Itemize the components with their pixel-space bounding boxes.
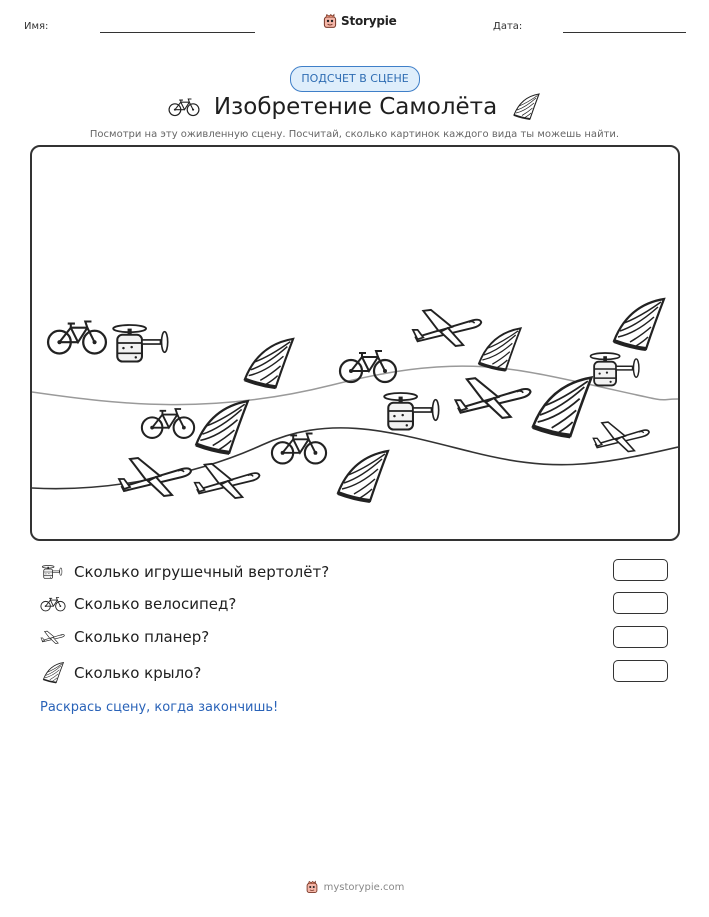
scene-glider-icon — [593, 422, 649, 451]
question-text: Сколько крыло? — [74, 664, 202, 682]
scene-wing-icon — [479, 328, 521, 370]
scene-bicycle-icon — [142, 409, 194, 438]
question-text: Сколько велосипед? — [74, 595, 237, 613]
scene-drawing — [32, 147, 678, 539]
scene-wing-icon — [245, 339, 293, 387]
question-row — [40, 628, 209, 646]
wing-icon — [40, 661, 66, 685]
page-title: Изобретение Самолёта — [213, 94, 498, 120]
date-line[interactable] — [563, 32, 686, 33]
scene-glider-icon — [119, 458, 191, 496]
question-row — [40, 661, 201, 685]
date-label: Дата: — [493, 21, 523, 32]
title-row — [0, 92, 709, 122]
answer-box-bicycle[interactable] — [613, 592, 668, 614]
scene-toy-helicopter-icon — [113, 325, 168, 362]
question-row — [40, 595, 236, 613]
scene-glider-icon — [413, 310, 481, 346]
scene-wing-icon — [338, 451, 388, 501]
question-text: Сколько планер? — [74, 628, 210, 646]
scene-bicycle-icon — [48, 322, 106, 354]
scene-wing-icon — [614, 299, 664, 349]
toy-helicopter-icon — [40, 561, 66, 583]
answer-box-helicopter[interactable] — [613, 559, 668, 581]
scene-toy-helicopter-icon — [384, 393, 439, 430]
scene-area[interactable] — [30, 145, 680, 541]
brand-name: Storypie — [341, 14, 397, 28]
question-text: Сколько игрушечный вертолёт? — [74, 563, 330, 581]
question-row — [40, 561, 329, 583]
scene-glider-icon — [455, 378, 530, 418]
storypie-logo-icon — [305, 880, 319, 894]
answer-box-wing[interactable] — [613, 660, 668, 682]
instructions: Посмотри на эту оживленную сцену. Посчитай, сколько картинок каждого вида ты можешь найти. — [89, 129, 620, 140]
name-label: Имя: — [24, 21, 49, 32]
wing-icon — [511, 92, 541, 122]
glider-icon — [40, 628, 66, 646]
brand-logo — [322, 13, 397, 29]
scene-glider-icon — [195, 464, 260, 498]
storypie-logo-icon — [322, 13, 338, 29]
bicycle-icon — [168, 97, 200, 117]
footer-url[interactable]: mystorypie.com — [323, 881, 405, 893]
scene-wing-icon — [196, 401, 248, 453]
closing-instruction: Раскрась сцену, когда закончишь! — [40, 700, 279, 715]
name-line[interactable] — [100, 32, 255, 33]
scene-wing-icon — [533, 378, 591, 436]
answer-box-glider[interactable] — [613, 626, 668, 648]
scene-toy-helicopter-icon — [590, 353, 638, 385]
footer — [0, 880, 709, 894]
bicycle-icon — [40, 595, 66, 613]
category-badge: ПОДСЧЕТ В СЦЕНЕ — [290, 66, 420, 92]
